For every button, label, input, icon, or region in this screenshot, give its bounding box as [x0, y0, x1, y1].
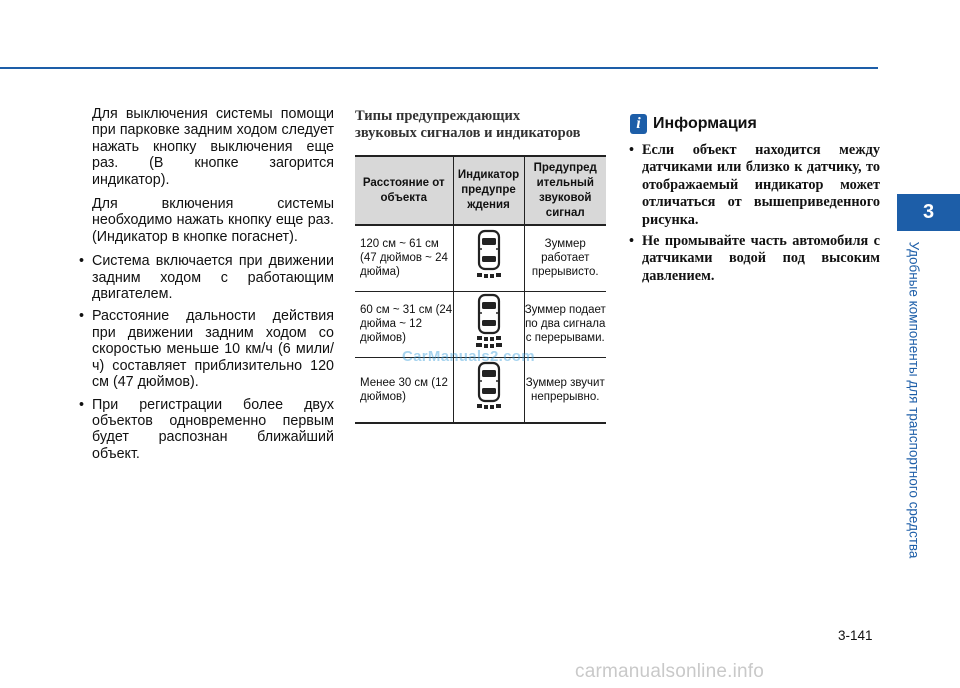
table-row	[355, 357, 606, 423]
cell-distance: Менее 30 см (12 дюймов)	[360, 376, 448, 403]
car-sensor-far-icon	[474, 229, 504, 283]
list-item: • Не промывайте часть автомобиля с датчиками водой под высоким давлением.	[629, 233, 880, 284]
table-header-row	[355, 156, 606, 225]
info-header	[630, 114, 757, 134]
table-row	[355, 225, 606, 291]
watermark: CarManuals2.com	[402, 348, 535, 365]
page-number: 3-141	[838, 628, 873, 643]
cell-sound: Зуммер звучит непрерывно.	[524, 357, 606, 423]
car-sensor-near-icon	[474, 361, 504, 415]
list-item: • Система включается при движении задним ходом с работающим двигателем.	[79, 253, 334, 303]
paragraph-turn-off: Для выключения системы помощи при парковке задним ходом следует нажать кнопку выключения еще раз. (В кнопке загорится индикатор).	[92, 106, 334, 188]
car-sensor-medium-icon	[474, 293, 504, 351]
header-rule	[0, 67, 878, 69]
list-item: • Расстояние дальности действия при движении задним ходом со скоростью меньше 10 км/ч (6 мили/ч) составляет приблизительно 120 см (47 дюймов).	[79, 308, 334, 391]
paragraph-turn-on: Для включения системы необходимо нажать кнопку еще раз. (Индикатор в кнопке погаснет).	[92, 196, 334, 245]
chapter-tab[interactable]: 3	[897, 194, 960, 231]
cell-sound: Зуммер работает прерывисто.	[524, 225, 606, 291]
cell-distance: 120 см ~ 61 см (47 дюймов ~ 24 дюйма)	[360, 238, 448, 279]
left-column	[74, 106, 334, 468]
info-title: Информация	[653, 115, 757, 132]
cell-sound: Зуммер подает по два сигнала с перерывами.	[524, 291, 606, 357]
list-item: • Если объект находится между датчиками или близко к датчику, то отображаемый индикатор может отличаться от вышеприведенного рисунка.	[629, 142, 880, 228]
footer-url[interactable]: carmanualsonline.info	[575, 661, 765, 682]
header-distance: Расстояние от объекта	[355, 156, 453, 225]
warning-types-table	[355, 155, 606, 424]
list-item: • При регистрации более двух объектов одновременно первым будет распознан ближайший объект.	[79, 396, 334, 462]
cell-distance: 60 см ~ 31 см (24 дюйма ~ 12 дюймов)	[360, 304, 453, 344]
header-sound: Предупред ительный звуковой сигнал	[524, 156, 606, 225]
info-list	[624, 142, 880, 289]
info-icon: i	[630, 114, 647, 134]
header-indicator: Индикатор предупре ждения	[453, 156, 524, 225]
chapter-side-title: Удобные компоненты для транспортного средства	[906, 241, 922, 559]
section-title: Типы предупреждающих звуковых сигналов и индикаторов	[355, 108, 581, 141]
